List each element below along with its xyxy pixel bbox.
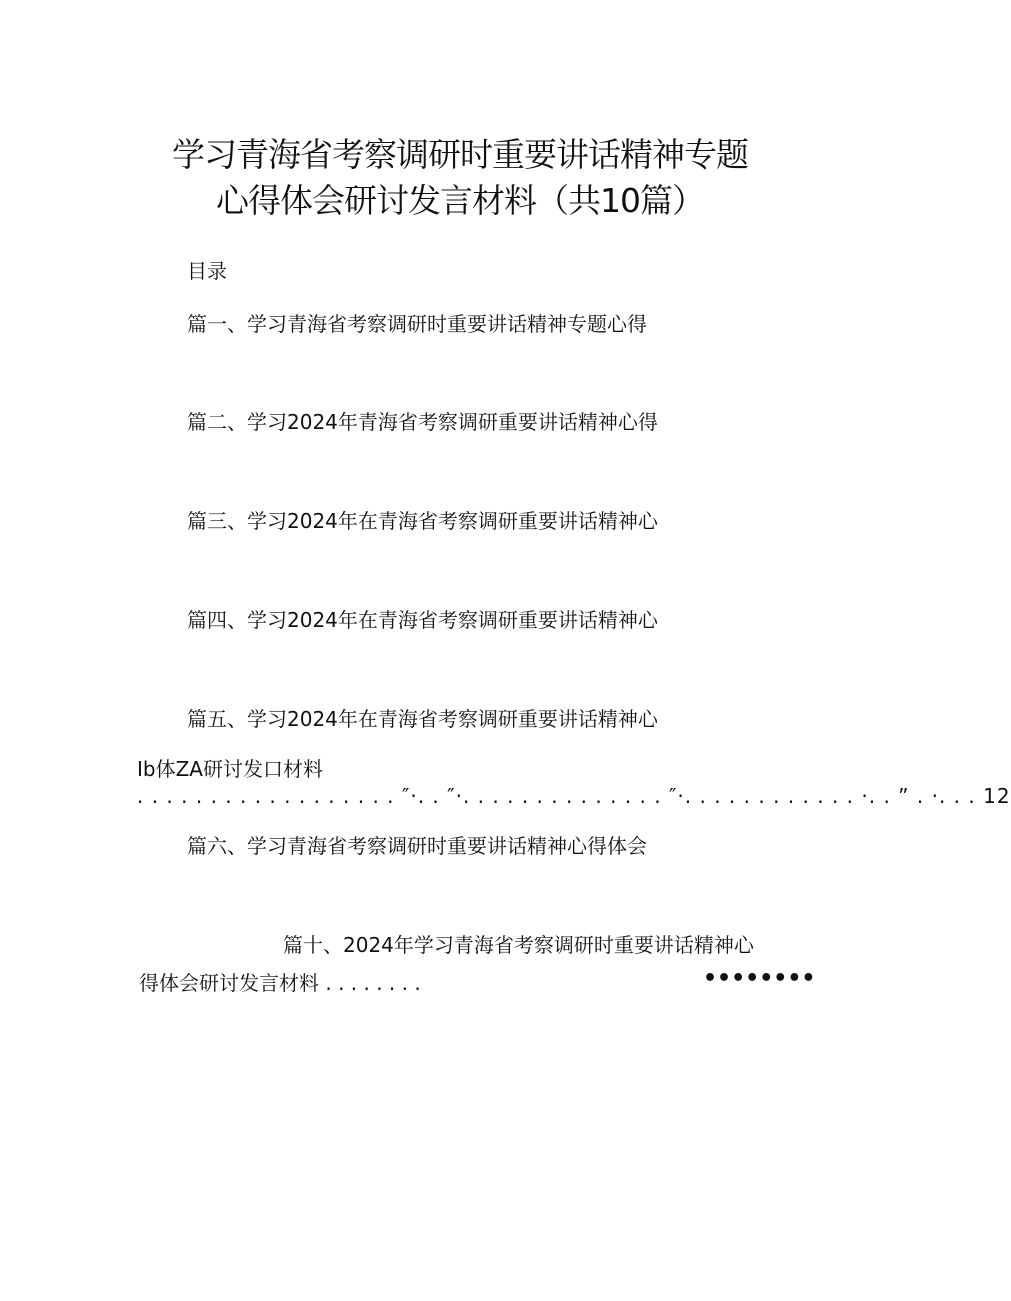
toc-entry-10[interactable]: 篇十、2024年学习青海省考察调研时重要讲话精神心 [283,933,754,957]
toc-entry-6[interactable]: 篇六、学习青海省考察调研时重要讲话精神心得体会 [187,834,647,858]
document-title-line-2: 心得体会研讨发言材料（共10篇） [216,181,704,220]
toc-entry-5[interactable]: 篇五、学习2024年在青海省考察调研重要讲话精神心 [187,707,658,731]
toc-entry-1[interactable]: 篇一、学习青海省考察调研时重要讲话精神专题心得 [187,312,647,336]
toc-entry-3[interactable]: 篇三、学习2024年在青海省考察调研重要讲话精神心 [187,509,658,533]
document-title-line-1: 学习青海省考察调研时重要讲话精神专题 [172,135,748,174]
toc-entry-4[interactable]: 篇四、学习2024年在青海省考察调研重要讲话精神心 [187,608,658,632]
toc-entry-2[interactable]: 篇二、学习2024年青海省考察调研重要讲话精神心得 [187,410,658,434]
toc-entry-10-continuation[interactable]: 得体会研讨发言材料 . . . . . . . . [139,971,421,995]
toc-entry-5-continuation[interactable]: Ib体ZA研讨发口材料 [137,757,323,781]
toc-heading: 目录 [187,259,227,283]
toc-entry-10-leader-dots: •••••••• [703,966,816,991]
toc-entry-5-leader-page: . . . . . . . . . . . . . . . . . . ″·. . ″·. . . . . . . . . . . . . . ″·. . . . . . . . . . . . ·. . ” . ·. . . 12 [137,784,1011,808]
